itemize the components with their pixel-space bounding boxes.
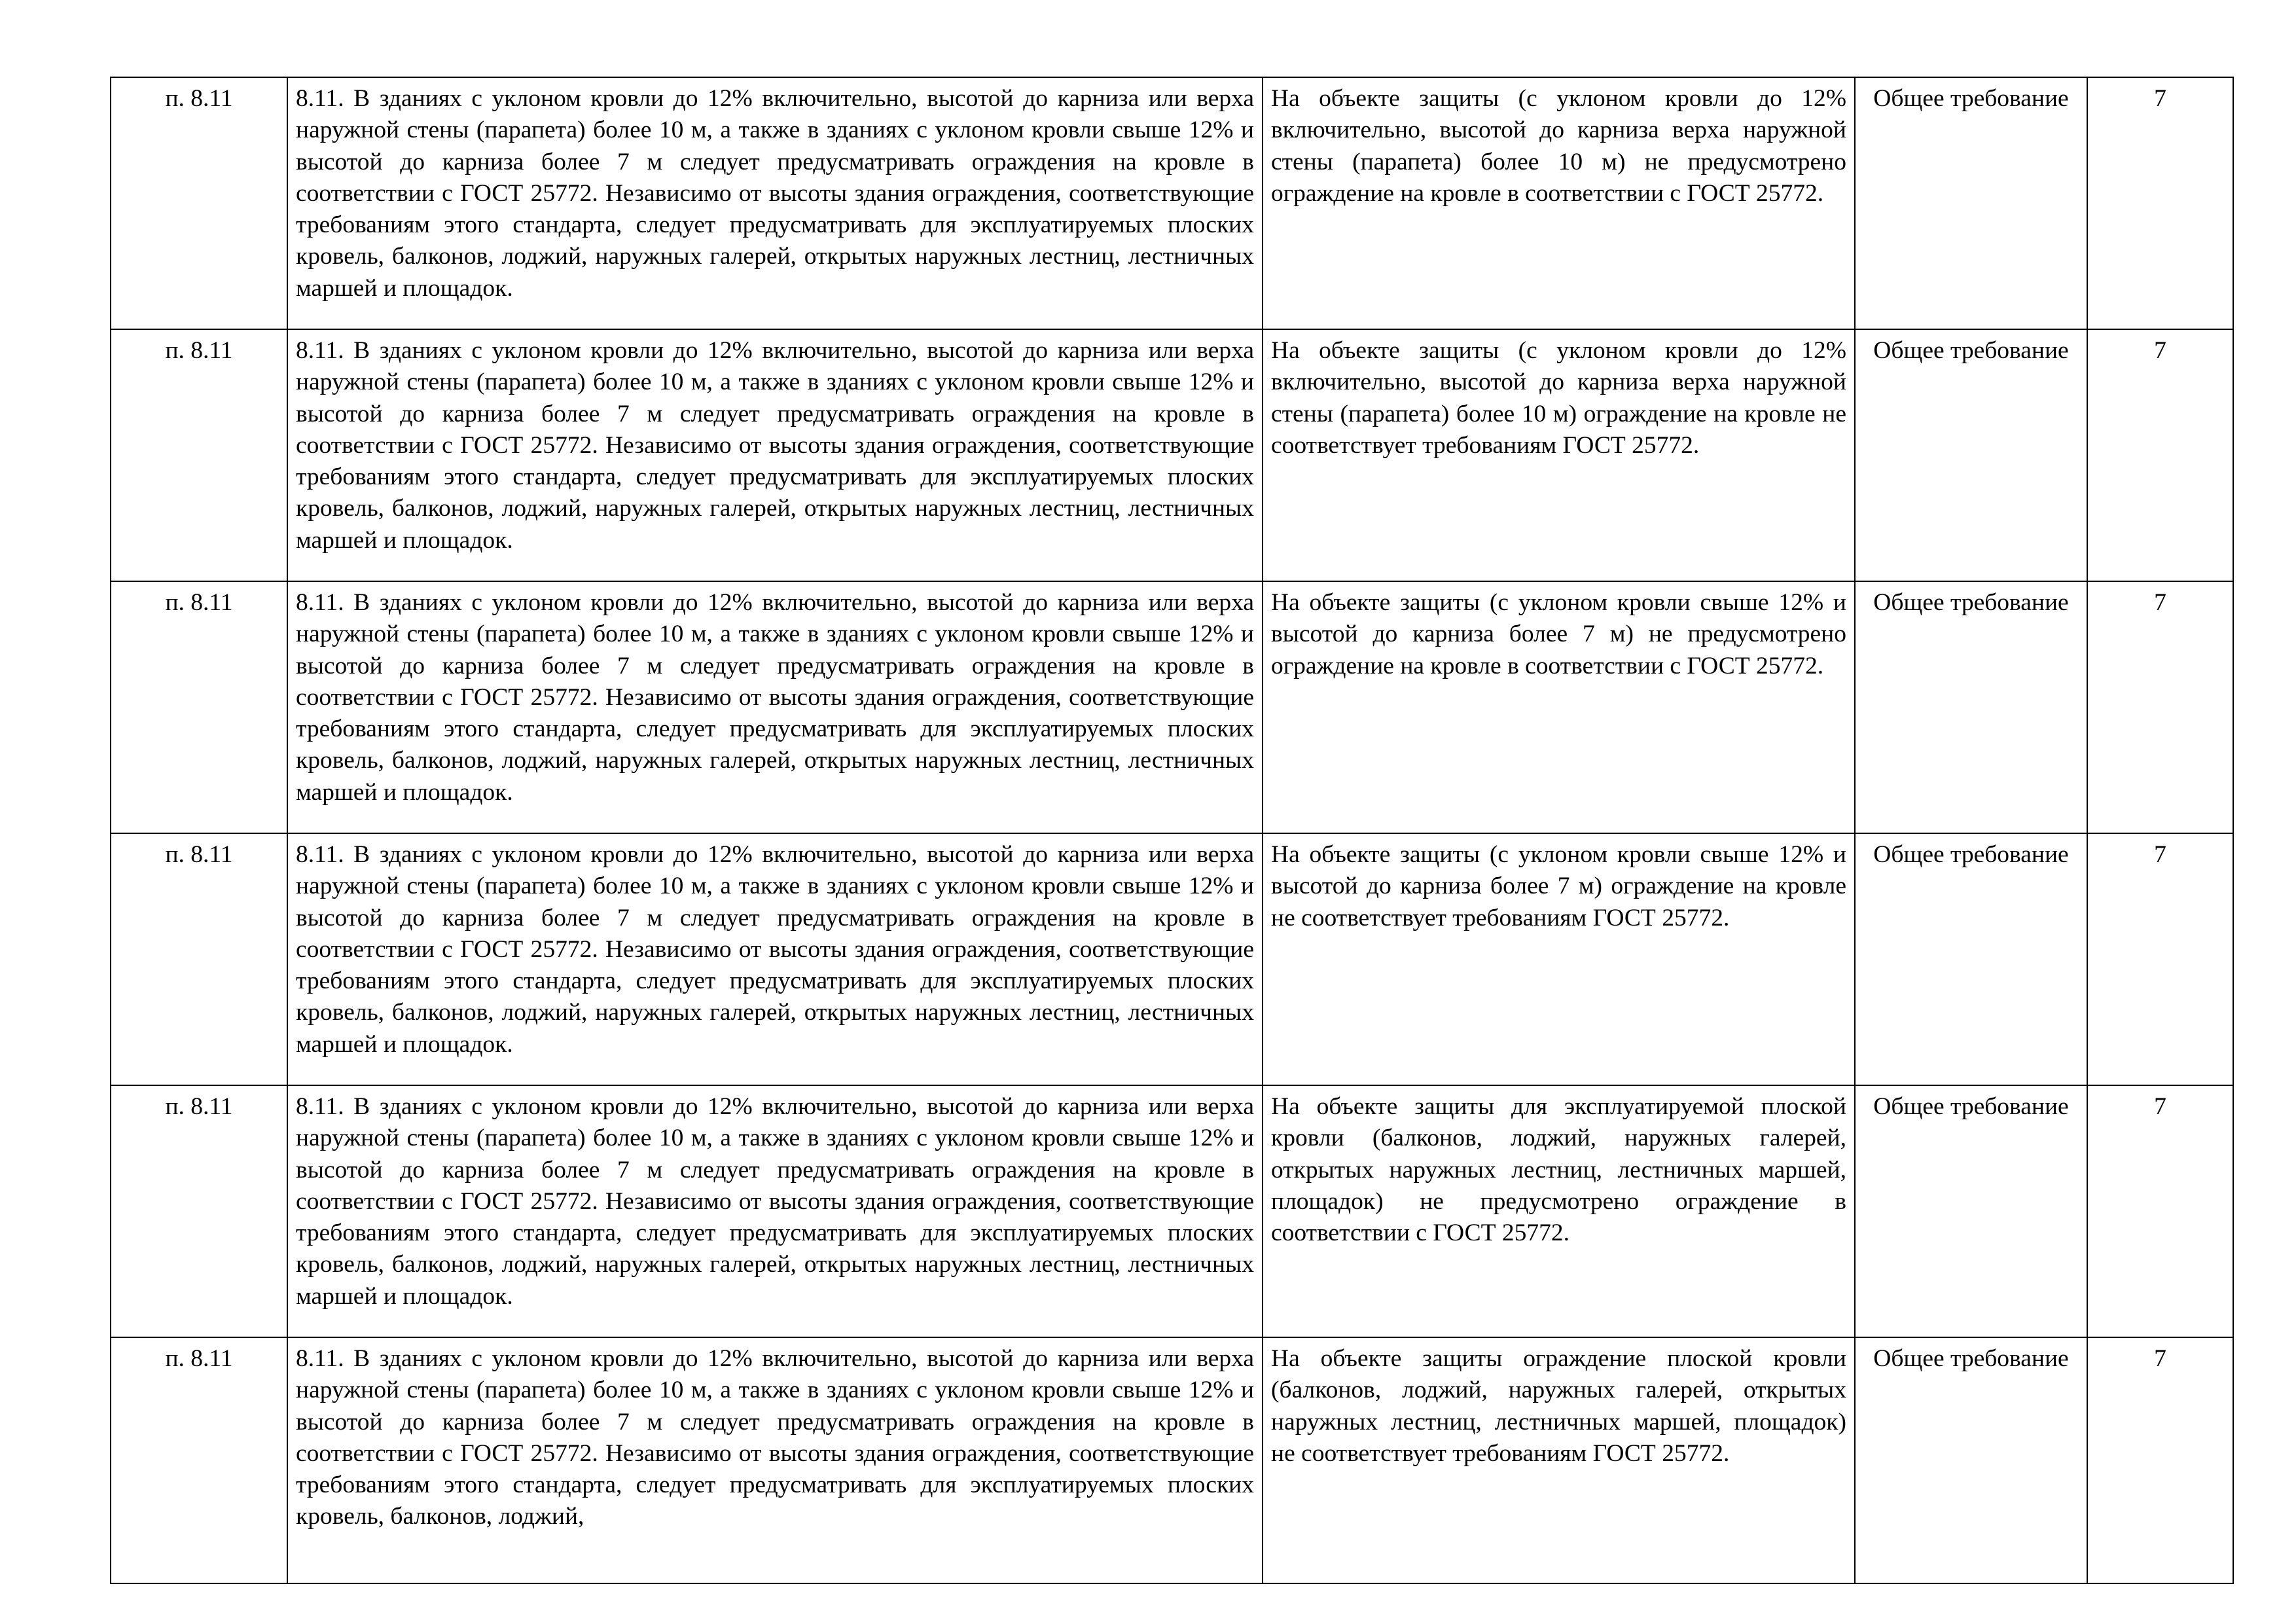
table-row — [111, 329, 2233, 581]
requirement-type-text: Общее требование — [1873, 337, 2069, 364]
requirement-type-cell — [1855, 581, 2087, 833]
violation-cell — [1263, 1337, 1855, 1583]
violation-text: На объекте защиты (с уклоном кровли до 12% включительно, высотой до карниза верха наружной стены (парапета) более 10 м) ограждение на кровле не соответствует требованиям ГОСТ 25772. — [1271, 337, 1846, 459]
clause-cell — [111, 77, 287, 329]
clause-cell — [111, 581, 287, 833]
clause-cell — [111, 1337, 287, 1583]
violation-text: На объекте защиты (с уклоном кровли свыше 12% и высотой до карниза более 7 м) не предусмотрено ограждение на кровле в соответствии с ГОСТ 25772. — [1271, 589, 1846, 679]
number-cell — [2087, 1337, 2233, 1583]
clause-text: п. 8.11 — [165, 337, 233, 364]
number-text: 7 — [2154, 337, 2166, 364]
violation-cell — [1263, 1085, 1855, 1337]
requirement-type-cell — [1855, 1085, 2087, 1337]
number-cell — [2087, 77, 2233, 329]
number-cell — [2087, 1085, 2233, 1337]
table-row — [111, 833, 2233, 1085]
requirement-type-cell — [1855, 1337, 2087, 1583]
requirement-cell — [287, 77, 1263, 329]
number-text: 7 — [2154, 841, 2166, 868]
clause-cell — [111, 833, 287, 1085]
table-row — [111, 1085, 2233, 1337]
requirement-text: 8.11. В зданиях с уклоном кровли до 12% включительно, высотой до карниза или верха наружной стены (парапета) более 10 м, а также в зданиях с уклоном кровли свыше 12% и высотой до карниза более 7 м следует предусматривать ограждения на кровле в соответствии с ГОСТ 25772. Независимо от высоты здания ограждения, соответствующие требованиям этого стандарта, следует предусматривать для эксплуатируемых плоских кровель, балконов, лоджий, наружных галерей, открытых наружных лестниц, лестничных маршей и площадок. — [296, 85, 1254, 302]
number-cell — [2087, 581, 2233, 833]
violation-text: На объекте защиты для эксплуатируемой плоской кровли (балконов, лоджий, наружных галерей, открытых наружных лестниц, лестничных маршей, площадок) не предусмотрено ограждение в соответствии с ГОСТ 25772. — [1271, 1093, 1846, 1247]
violation-cell — [1263, 581, 1855, 833]
requirement-type-cell — [1855, 77, 2087, 329]
clause-text: п. 8.11 — [165, 589, 233, 616]
clause-cell — [111, 1085, 287, 1337]
requirement-type-text: Общее требование — [1873, 85, 2069, 112]
requirement-cell — [287, 581, 1263, 833]
clause-text: п. 8.11 — [165, 841, 233, 868]
violation-text: На объекте защиты ограждение плоской кровли (балконов, лоджий, наружных галерей, открытых наружных лестниц, лестничных маршей, площадок) не соответствует требованиям ГОСТ 25772. — [1271, 1345, 1846, 1467]
violation-text: На объекте защиты (с уклоном кровли до 12% включительно, высотой до карниза верха наружной стены (парапета) более 10 м) не предусмотрено ограждение на кровле в соответствии с ГОСТ 25772. — [1271, 85, 1846, 207]
number-text: 7 — [2154, 1093, 2166, 1120]
number-cell — [2087, 329, 2233, 581]
requirement-cell — [287, 1337, 1263, 1583]
number-cell — [2087, 833, 2233, 1085]
requirement-cell — [287, 833, 1263, 1085]
violation-cell — [1263, 329, 1855, 581]
table-row — [111, 1337, 2233, 1583]
requirement-type-text: Общее требование — [1873, 841, 2069, 868]
clause-text: п. 8.11 — [165, 85, 233, 112]
requirements-table — [110, 77, 2234, 1584]
violation-cell — [1263, 833, 1855, 1085]
clause-cell — [111, 329, 287, 581]
requirement-text: 8.11. В зданиях с уклоном кровли до 12% включительно, высотой до карниза или верха наружной стены (парапета) более 10 м, а также в зданиях с уклоном кровли свыше 12% и высотой до карниза более 7 м следует предусматривать ограждения на кровле в соответствии с ГОСТ 25772. Независимо от высоты здания ограждения, соответствующие требованиям этого стандарта, следует предусматривать для эксплуатируемых плоских кровель, балконов, лоджий, наружных галерей, открытых наружных лестниц, лестничных маршей и площадок. — [296, 1093, 1254, 1310]
requirement-type-text: Общее требование — [1873, 589, 2069, 616]
clause-text: п. 8.11 — [165, 1345, 233, 1372]
violation-text: На объекте защиты (с уклоном кровли свыше 12% и высотой до карниза более 7 м) ограждение на кровле не соответствует требованиям ГОСТ 25772. — [1271, 841, 1846, 931]
requirement-text: 8.11. В зданиях с уклоном кровли до 12% включительно, высотой до карниза или верха наружной стены (парапета) более 10 м, а также в зданиях с уклоном кровли свыше 12% и высотой до карниза более 7 м следует предусматривать ограждения на кровле в соответствии с ГОСТ 25772. Независимо от высоты здания ограждения, соответствующие требованиям этого стандарта, следует предусматривать для эксплуатируемых плоских кровель, балконов, лоджий, наружных галерей, открытых наружных лестниц, лестничных маршей и площадок. — [296, 841, 1254, 1058]
requirement-text: 8.11. В зданиях с уклоном кровли до 12% включительно, высотой до карниза или верха наружной стены (парапета) более 10 м, а также в зданиях с уклоном кровли свыше 12% и высотой до карниза более 7 м следует предусматривать ограждения на кровле в соответствии с ГОСТ 25772. Независимо от высоты здания ограждения, соответствующие требованиям этого стандарта, следует предусматривать для эксплуатируемых плоских кровель, балконов, лоджий, наружных галерей, открытых наружных лестниц, лестничных маршей и площадок. — [296, 589, 1254, 806]
requirement-text: 8.11. В зданиях с уклоном кровли до 12% включительно, высотой до карниза или верха наружной стены (парапета) более 10 м, а также в зданиях с уклоном кровли свыше 12% и высотой до карниза более 7 м следует предусматривать ограждения на кровле в соответствии с ГОСТ 25772. Независимо от высоты здания ограждения, соответствующие требованиям этого стандарта, следует предусматривать для эксплуатируемых плоских кровель, балконов, лоджий, наружных галерей, открытых наружных лестниц, лестничных маршей и площадок. — [296, 337, 1254, 554]
number-text: 7 — [2154, 85, 2166, 112]
requirement-type-text: Общее требование — [1873, 1345, 2069, 1372]
requirement-type-text: Общее требование — [1873, 1093, 2069, 1120]
requirement-cell — [287, 1085, 1263, 1337]
violation-cell — [1263, 77, 1855, 329]
requirement-text: 8.11. В зданиях с уклоном кровли до 12% включительно, высотой до карниза или верха наружной стены (парапета) более 10 м, а также в зданиях с уклоном кровли свыше 12% и высотой до карниза более 7 м следует предусматривать ограждения на кровле в соответствии с ГОСТ 25772. Независимо от высоты здания ограждения, соответствующие требованиям этого стандарта, следует предусматривать для эксплуатируемых плоских кровель, балконов, лоджий, — [296, 1345, 1254, 1530]
table-row — [111, 581, 2233, 833]
requirement-cell — [287, 329, 1263, 581]
number-text: 7 — [2154, 589, 2166, 616]
table-row — [111, 77, 2233, 329]
clause-text: п. 8.11 — [165, 1093, 233, 1120]
number-text: 7 — [2154, 1345, 2166, 1372]
requirement-type-cell — [1855, 833, 2087, 1085]
requirement-type-cell — [1855, 329, 2087, 581]
